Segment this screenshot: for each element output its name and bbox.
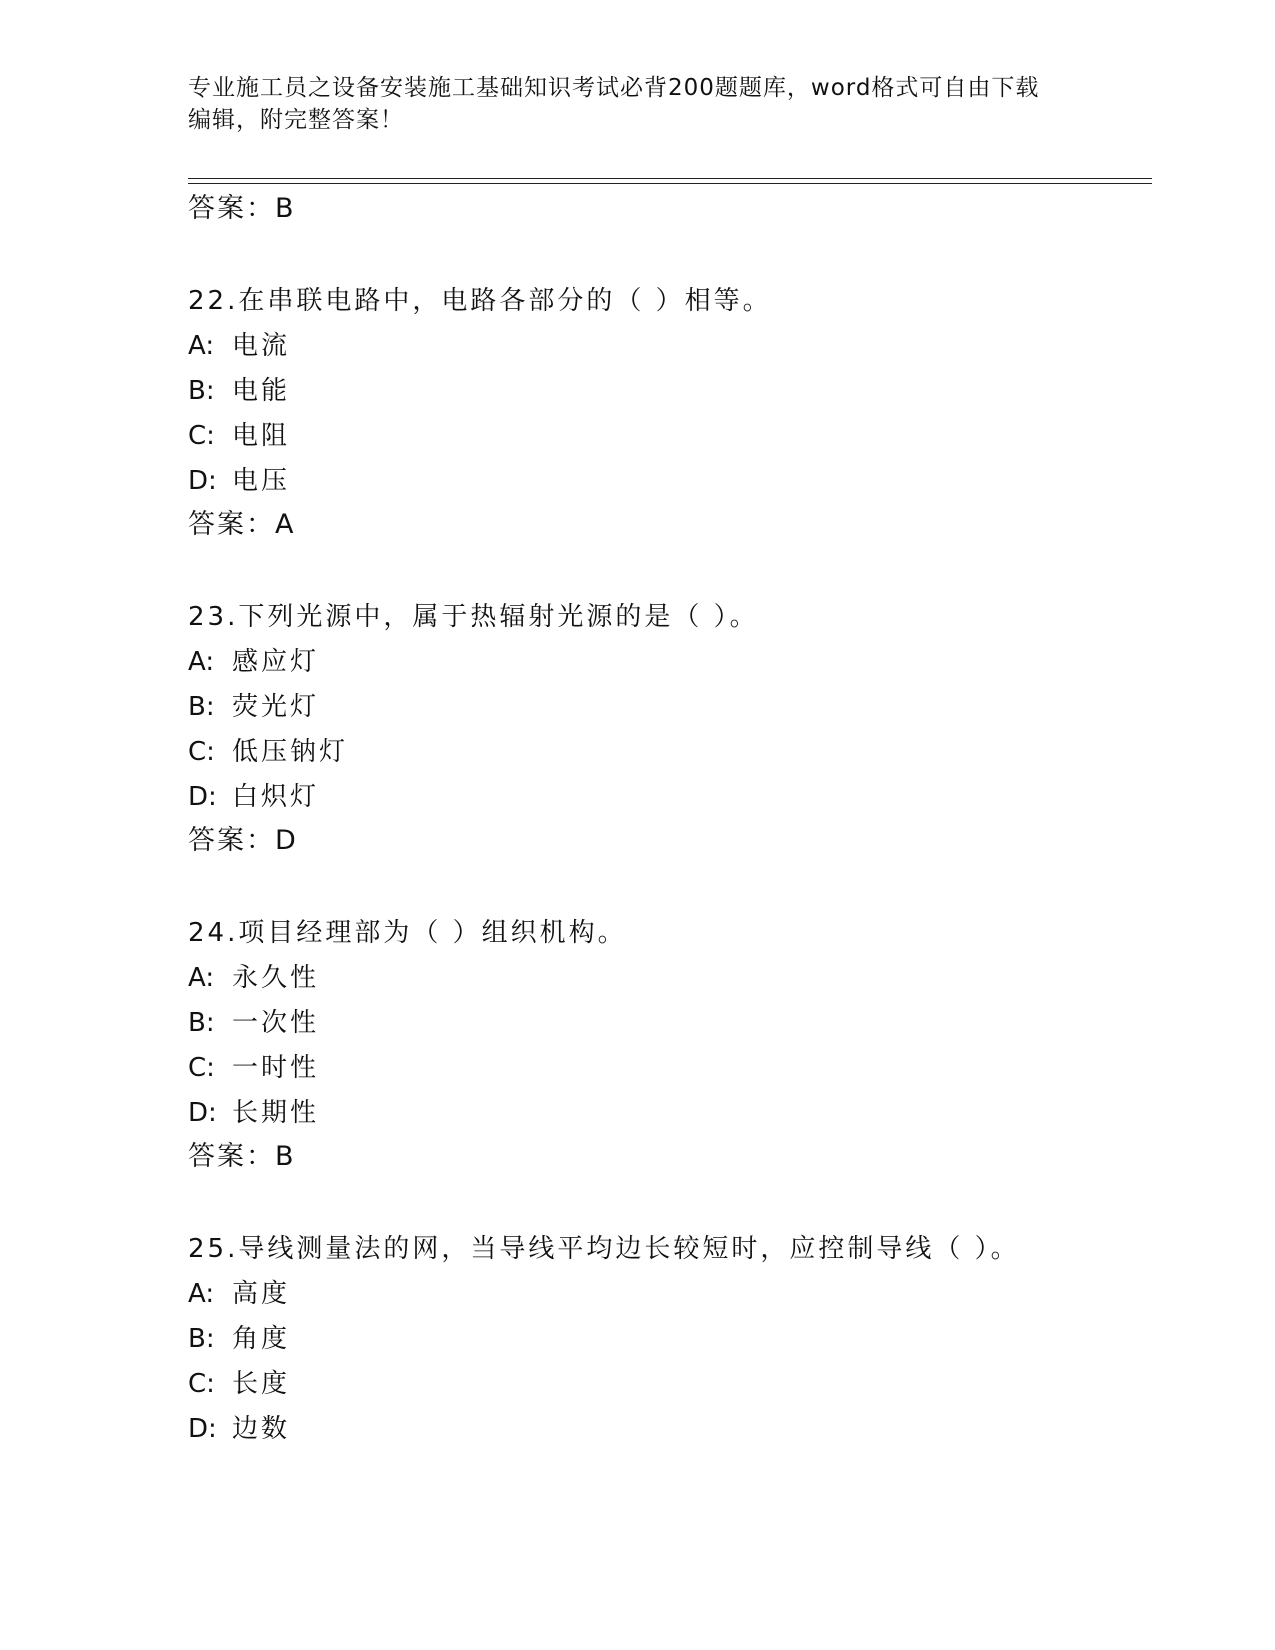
header-divider-top — [188, 178, 1152, 179]
question-title: 25.导线测量法的网，当导线平均边长较短时，应控制导线（ ）。 — [188, 1234, 1020, 1264]
option-key: C: — [188, 737, 215, 767]
question-25 — [188, 1232, 1148, 1446]
option-key: A: — [188, 1279, 215, 1309]
option-a — [188, 1277, 1148, 1311]
option-d — [188, 780, 1148, 814]
option-text: 感应灯 — [232, 647, 320, 677]
option-c — [188, 735, 1148, 769]
option-text: 角度 — [232, 1324, 291, 1354]
option-key: C: — [188, 1369, 215, 1399]
question-23 — [188, 600, 1148, 858]
option-key: B: — [188, 1324, 215, 1354]
option-d — [188, 1096, 1148, 1130]
option-key: B: — [188, 692, 215, 722]
option-text: 电压 — [232, 466, 291, 496]
question-24 — [188, 916, 1148, 1174]
header-line-2: 编辑，附完整答案！ — [188, 107, 404, 133]
option-key: B: — [188, 376, 215, 406]
option-key: D: — [188, 466, 217, 496]
question-title: 24.项目经理部为（ ）组织机构。 — [188, 918, 627, 948]
option-text: 低压钠灯 — [232, 737, 349, 767]
option-text: 高度 — [232, 1279, 291, 1309]
option-key: A: — [188, 331, 215, 361]
option-key: C: — [188, 1053, 215, 1083]
option-text: 一次性 — [232, 1008, 320, 1038]
header-divider-bottom — [188, 183, 1152, 184]
option-key: A: — [188, 963, 215, 993]
option-key: B: — [188, 1008, 215, 1038]
option-key: D: — [188, 782, 217, 812]
option-key: D: — [188, 1414, 217, 1444]
question-title: 23.下列光源中，属于热辐射光源的是（ ）。 — [188, 602, 759, 632]
option-text: 长度 — [232, 1369, 291, 1399]
option-text: 荧光灯 — [232, 692, 320, 722]
question-title: 22.在串联电路中，电路各部分的（ ）相等。 — [188, 286, 772, 316]
option-b — [188, 690, 1148, 724]
question-22 — [188, 284, 1148, 542]
option-c — [188, 419, 1148, 453]
option-c — [188, 1051, 1148, 1085]
option-c — [188, 1367, 1148, 1401]
question-list — [188, 192, 1148, 1446]
option-text: 边数 — [232, 1414, 291, 1444]
option-text: 电阻 — [232, 421, 291, 451]
option-text: 电流 — [232, 331, 291, 361]
option-a — [188, 645, 1148, 679]
previous-answer: 答案：B — [188, 193, 296, 224]
option-text: 白炽灯 — [232, 782, 320, 812]
option-text: 电能 — [232, 376, 291, 406]
option-d — [188, 464, 1148, 498]
option-text: 一时性 — [232, 1053, 320, 1083]
header-line-1: 专业施工员之设备安装施工基础知识考试必背200题题库，word格式可自由下载 — [188, 75, 1040, 101]
document-header — [188, 72, 1088, 136]
option-text: 永久性 — [232, 963, 320, 993]
option-b — [188, 374, 1148, 408]
option-b — [188, 1006, 1148, 1040]
option-key: A: — [188, 647, 215, 677]
option-b — [188, 1322, 1148, 1356]
answer-line: 答案：D — [188, 825, 298, 856]
option-key: D: — [188, 1098, 217, 1128]
option-key: C: — [188, 421, 215, 451]
answer-line: 答案：A — [188, 509, 296, 540]
answer-line: 答案：B — [188, 1141, 296, 1172]
option-text: 长期性 — [232, 1098, 320, 1128]
option-a — [188, 961, 1148, 995]
option-a — [188, 329, 1148, 363]
option-d — [188, 1412, 1148, 1446]
